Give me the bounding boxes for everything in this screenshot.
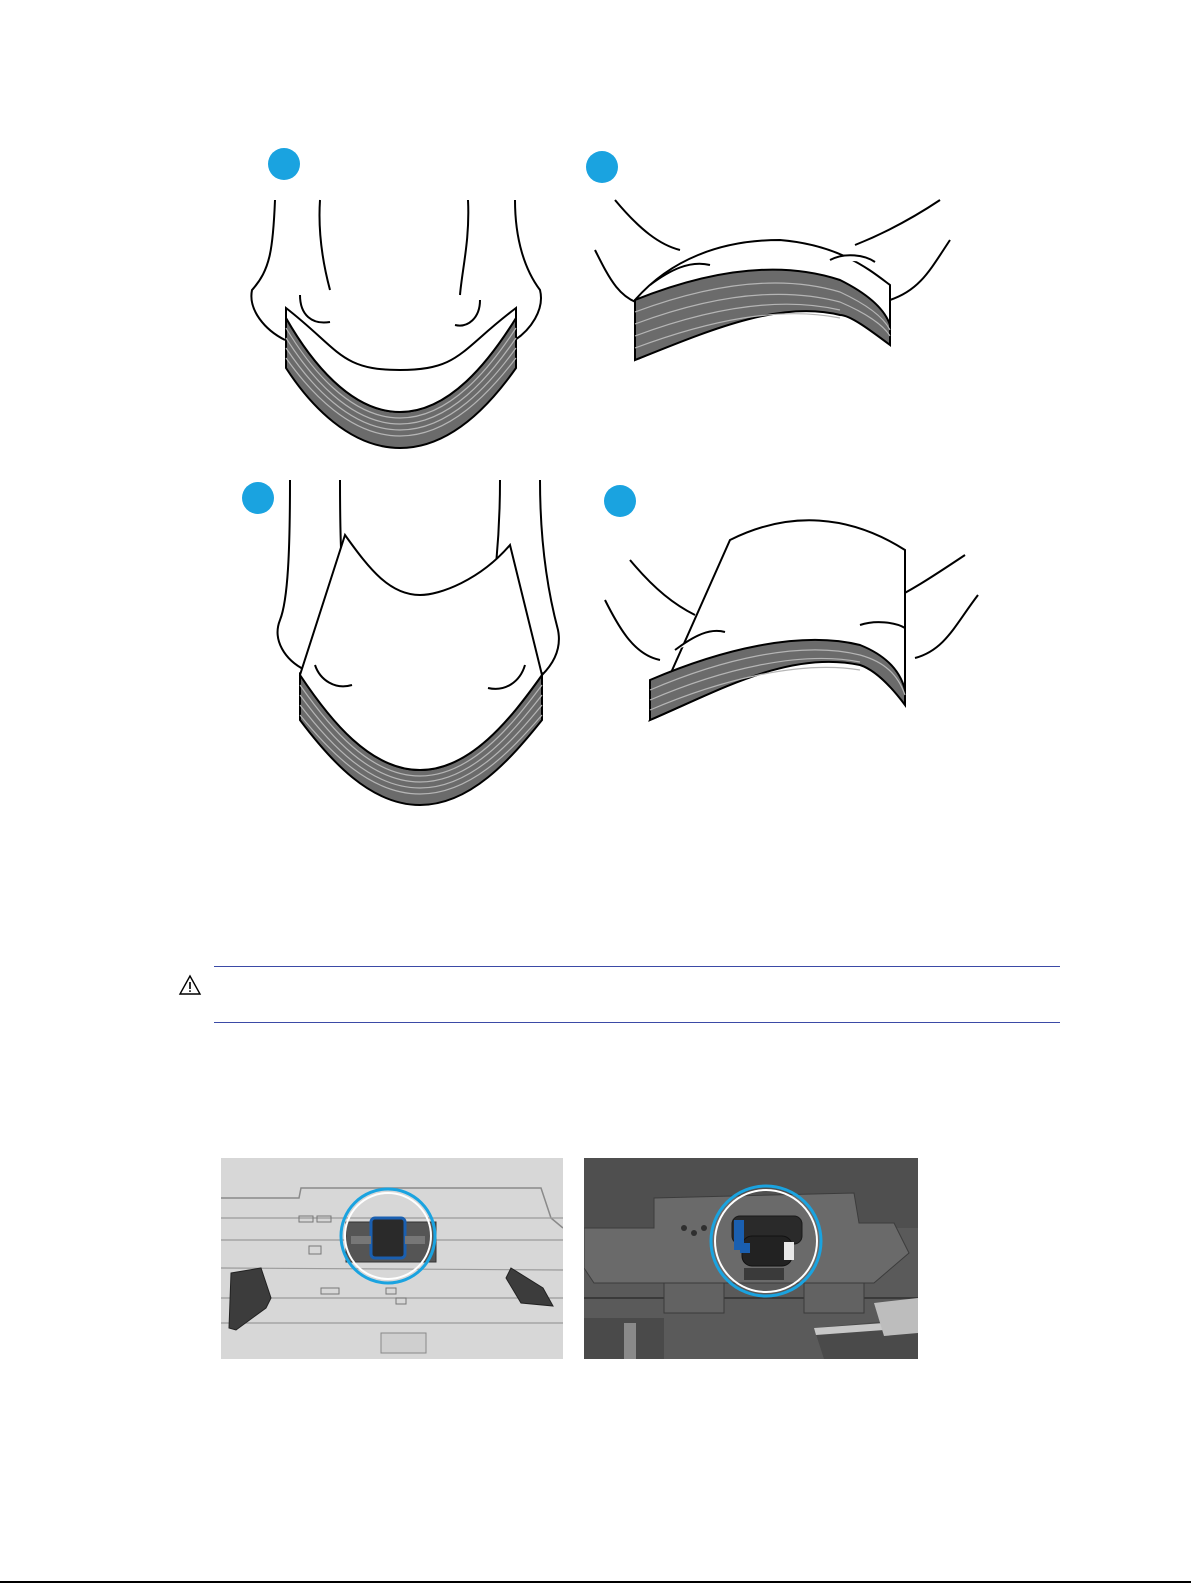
step-number	[268, 148, 300, 180]
footer-rule	[0, 1581, 1191, 1583]
step-marker-1	[268, 148, 300, 180]
pickup-roller-photo-light	[221, 1158, 563, 1359]
pickup-roller-photo-dark	[584, 1158, 918, 1359]
warning-triangle-icon	[178, 974, 202, 996]
paper-stack-flex-down-tall-illustration	[260, 470, 580, 820]
paper-stack-flex-up-illustration	[590, 190, 960, 380]
caution-bottom-rule	[214, 1022, 1060, 1023]
paper-stack-flex-down-illustration	[240, 190, 560, 460]
caution-top-rule	[214, 966, 1060, 967]
paper-stack-flex-up-tall-illustration	[600, 510, 985, 735]
step-marker-2	[586, 151, 618, 183]
step-number	[586, 151, 618, 183]
